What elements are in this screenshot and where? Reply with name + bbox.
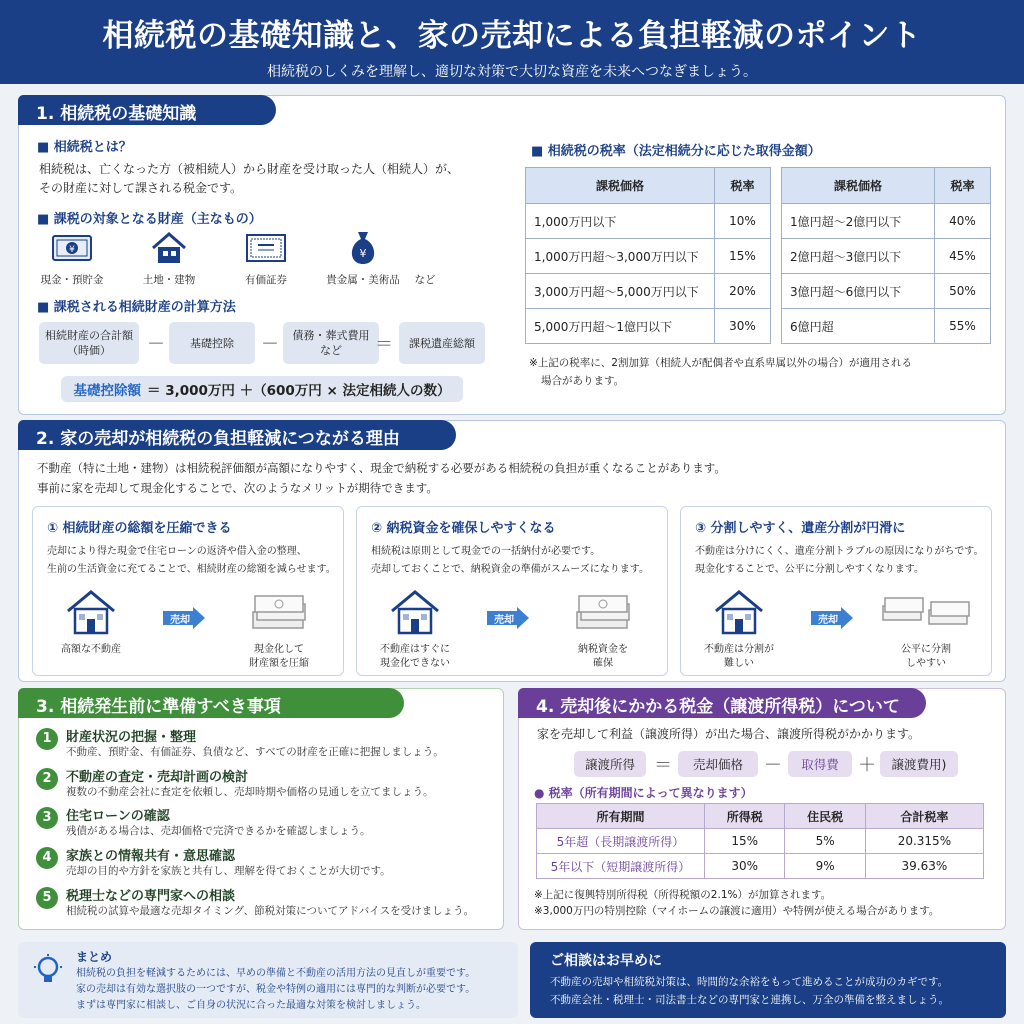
gains-rate-title: ● 税率（所有期間によって異なります） (534, 786, 753, 800)
formula-minus: － (147, 334, 165, 355)
gains-note-1: ※上記に復興特別所得税（所得税額の2.1%）が加算されます。 (534, 889, 832, 901)
asset-label: 現金・預貯金 (40, 274, 104, 286)
page-title: 相続税の基礎知識と、家の売却による負担軽減のポイント (102, 18, 922, 54)
svg-text:¥: ¥ (359, 247, 367, 260)
formula-plus: ＋ (858, 755, 876, 776)
consult-box (530, 942, 1006, 1018)
summary-line-3: まずは専門家に相談し、ご自身の状況に合った最適な対策を検討しましょう。 (76, 1000, 426, 1011)
table-row: 5年超（長期譲渡所得） 15% 5% 20.315% (537, 829, 984, 854)
rate-note-2: 場合があります。 (541, 375, 625, 387)
merit-title: ③ 分割しやすく、遺産分割が円滑に (695, 521, 906, 536)
asset-securities (222, 230, 310, 287)
gains-note-2: ※3,000万円の特別控除（マイホームの譲渡に適用）や特例が使える場合があります。 (534, 905, 940, 917)
what-title: ■ 相続税とは？ (37, 140, 132, 155)
table-row: 1,000万円以下 10% (526, 204, 771, 239)
table-row: 1億円超～2億円以下 40% (782, 204, 991, 239)
formula-sale-price: 売却価格 (678, 751, 758, 777)
house-icon (375, 587, 455, 637)
formula-acquisition-cost: 取得費 (788, 751, 852, 777)
consult-line-1: 不動産の売却や相続税対策は、時間的な余裕をもって進めることが成功のカギです。 (550, 976, 949, 988)
table-row: 5,000万円超～1億円以下 30% (526, 309, 771, 344)
page-subtitle: 相続税のしくみを理解し、適切な対策で大切な資産を未来へつなぎましょう。 (267, 64, 757, 80)
table-header: 所得税 (705, 804, 785, 829)
table-row: 3,000万円超～5,000万円以下 20% (526, 274, 771, 309)
consult-title: ご相談はお早めに (550, 953, 662, 969)
merit-to: 公平に分割 しやすい (871, 587, 981, 671)
asset-label: 土地・建物 (142, 274, 196, 286)
merit-from: 不動産は分割が 難しい (699, 587, 779, 671)
deduction-formula (61, 376, 463, 402)
sale-intro-2: 事前に家を売却して現金化することで、次のようなメリットが期待できます。 (37, 481, 438, 495)
money-bag-icon (319, 230, 407, 266)
formula-equals: ＝ (654, 755, 672, 776)
table-header: 所有期間 (537, 804, 705, 829)
formula-equals: ＝ (375, 334, 393, 355)
table-row: 2億円超～3億円以下 45% (782, 239, 991, 274)
sale-intro-1: 不動産（特に土地・建物）は相続税評価額が高額になりやすく、現金で納税する必要がある相続税の負担が重くなることがあります。 (37, 461, 726, 475)
asset-label: など (414, 274, 436, 286)
cash-stack-icon (553, 587, 653, 637)
summary-line-2: 家の売却は有効な選択肢の一つですが、税金や特例の適用には専門的な判断が必要です。 (76, 984, 476, 995)
table-row: 6億円超 55% (782, 309, 991, 344)
summary-title: まとめ (76, 950, 113, 964)
assets-title: ■ 課税の対象となる財産（主なもの） (37, 212, 262, 227)
table-row: 5年以下（短期譲渡所得） 30% 9% 39.63% (537, 854, 984, 879)
table-header: 住民税 (785, 804, 865, 829)
table-header: 合計税率 (865, 804, 983, 829)
merit-title: ① 相続財産の総額を圧縮できる (47, 521, 232, 536)
svg-text:¥: ¥ (69, 245, 75, 255)
merit-title: ② 納税資金を確保しやすくなる (371, 521, 556, 536)
merit-to: 現金化して 財産額を圧縮 (229, 587, 329, 671)
asset-etc (405, 230, 445, 287)
cash-stack-icon (229, 587, 329, 637)
arrow-right-icon: 売却 (811, 607, 853, 629)
merit-from: 不動産はすぐに 現金化できない (375, 587, 455, 671)
section-basics-tab: 1. 相続税の基礎知識 (18, 95, 276, 125)
formula-transfer-cost: 譲渡費用) (880, 751, 958, 777)
what-line-2: その財産に対して課される税金です。 (39, 181, 243, 195)
table-row: 1,000万円超～3,000万円以下 15% (526, 239, 771, 274)
section-preparation-tab: 3. 相続発生前に準備すべき事項 (18, 688, 404, 718)
section-basics (18, 95, 1006, 415)
merit-card-3 (680, 506, 992, 676)
gains-rate-table (536, 803, 984, 879)
deduction-expression: ＝ 3,000万円 ＋（600万円 × 法定相続人の数） (147, 383, 451, 399)
asset-label: 有価証券 (245, 274, 287, 286)
asset-label: 貴金属・美術品 (326, 274, 400, 286)
page-header (0, 0, 1024, 84)
banknote-icon (28, 230, 116, 266)
table-header: 課税価格 (782, 168, 935, 204)
asset-cash (28, 230, 116, 287)
table-header: 税率 (935, 168, 991, 204)
gains-intro: 家を売却して利益（譲渡所得）が出た場合、譲渡所得税がかかります。 (537, 727, 921, 741)
merit-to: 納税資金を 確保 (553, 587, 653, 671)
house-icon (51, 587, 131, 637)
formula-basic-deduction: 基礎控除 (169, 322, 255, 364)
certificate-icon (222, 230, 310, 266)
tax-rate-table-left (525, 167, 771, 344)
merit-desc: 相続税は原則として現金での一括納付が必要です。 売却しておくことで、納税資金の準備がスムーズになります。 (371, 546, 649, 575)
house-icon (699, 587, 779, 637)
section-sale-merits-tab: 2. 家の売却が相続税の負担軽減につながる理由 (18, 420, 456, 450)
merit-card-2 (356, 506, 668, 676)
section-capital-gains-tab: 4. 売却後にかかる税金（譲渡所得税）について (518, 688, 926, 718)
formula-minus: － (764, 755, 782, 776)
cash-split-icon (871, 587, 981, 637)
merit-from: 高額な不動産 (51, 587, 131, 657)
calc-title: ■ 課税される相続財産の計算方法 (37, 300, 236, 315)
lightbulb-icon (34, 954, 62, 992)
formula-taxable-estate: 課税遺産総額 (399, 322, 485, 364)
table-row: 3億円超～6億円以下 50% (782, 274, 991, 309)
deduction-label: 基礎控除額 (73, 383, 141, 399)
rate-title: ■ 相続税の税率（法定相続分に応じた取得金額） (531, 144, 821, 159)
consult-line-2: 不動産会社・税理士・司法書士などの専門家と連携し、万全の準備を整えましょう。 (550, 994, 949, 1006)
formula-total-assets: 相続財産の合計額 （時価） (39, 322, 139, 364)
asset-valuables (319, 230, 407, 287)
formula-transfer-income: 譲渡所得 (574, 751, 646, 777)
rate-note-1: ※上記の税率に、2割加算（相続人が配偶者や直系卑属以外の場合）が適用される (529, 357, 912, 369)
tax-rate-table-right (781, 167, 991, 344)
merit-desc: 売却により得た現金で住宅ローンの返済や借入金の整理、 生前の生活資金に充てることで、相続財産の総額を減らせます。 (47, 546, 336, 575)
merit-card-1 (32, 506, 344, 676)
summary-line-1: 相続税の負担を軽減するためには、早めの準備と不動産の活用方法の見直しが重要です。 (76, 968, 476, 979)
arrow-right-icon: 売却 (163, 607, 205, 629)
formula-debts: 債務・葬式費用 など (283, 322, 379, 364)
summary-box (18, 942, 518, 1018)
what-line-1: 相続税は、亡くなった方（被相続人）から財産を受け取った人（相続人）が、 (39, 162, 460, 176)
house-icon (125, 230, 213, 266)
arrow-right-icon: 売却 (487, 607, 529, 629)
table-header: 課税価格 (526, 168, 715, 204)
table-header: 税率 (715, 168, 771, 204)
asset-land (125, 230, 213, 287)
formula-minus: － (261, 334, 279, 355)
merit-desc: 不動産は分けにくく、遺産分割トラブルの原因になりがちです。 現金化することで、公平に分割しやすくなります。 (695, 546, 984, 575)
